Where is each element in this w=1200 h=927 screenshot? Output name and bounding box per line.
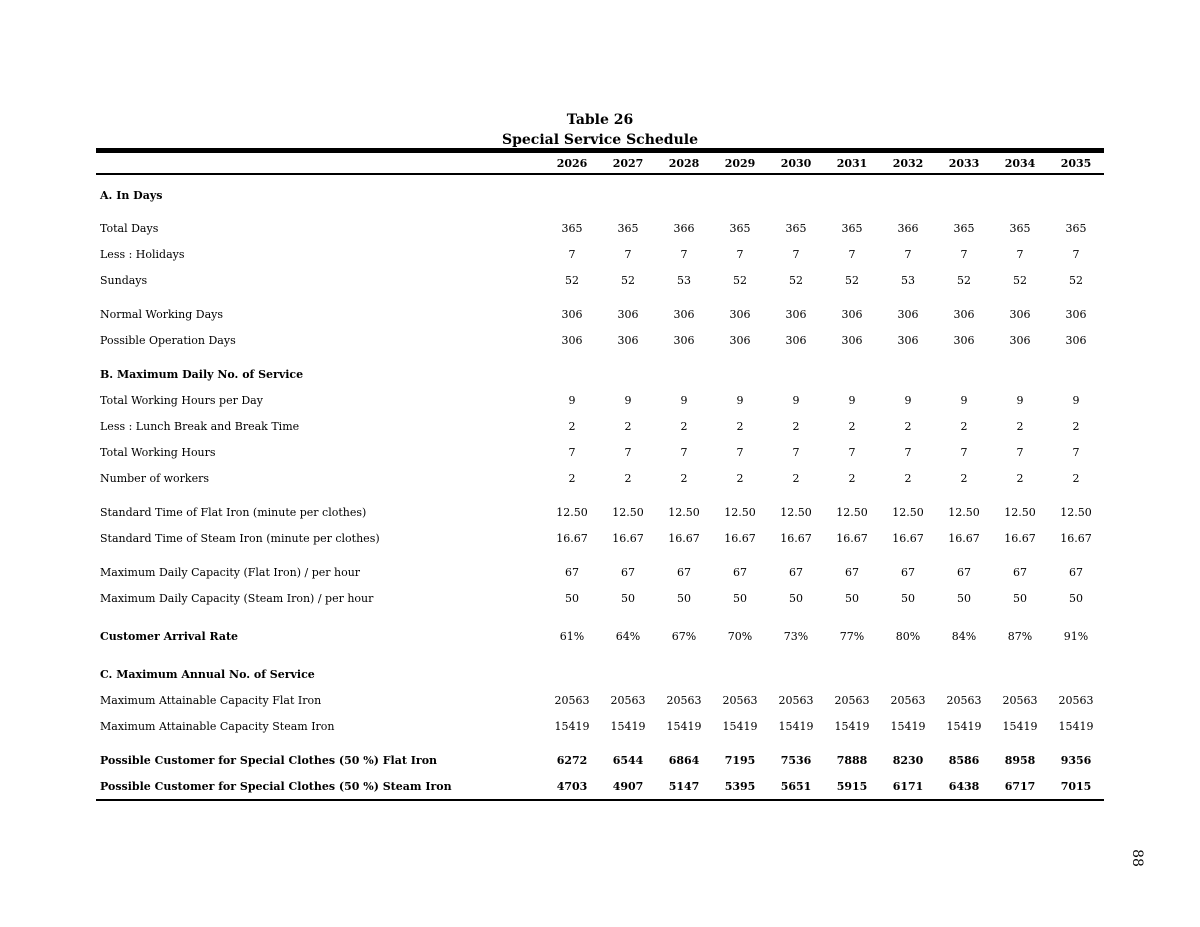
section-c-heading: C. Maximum Annual No. of Service (100, 667, 315, 681)
value-cell: 12.50 (1004, 505, 1036, 519)
value-cell: 50 (677, 591, 691, 605)
row-label: Maximum Attainable Capacity Flat Iron (100, 693, 322, 707)
value-cell: 7 (568, 445, 576, 459)
value-cell: 15419 (778, 719, 814, 733)
spacer-row (96, 739, 1104, 747)
section-heading-row (96, 174, 1104, 215)
value-cell: 50 (621, 591, 635, 605)
value-cell: 306 (785, 333, 807, 347)
value-cell: 16.67 (948, 531, 980, 545)
value-cell: 7 (960, 247, 968, 261)
value-cell: 67 (1069, 565, 1083, 579)
spacer-row (96, 611, 1104, 623)
value-cell: 70% (727, 629, 753, 643)
value-cell: 16.67 (836, 531, 868, 545)
value-cell: 306 (1009, 333, 1031, 347)
row-label: Total Days (100, 221, 159, 235)
table-row-cust-steam (96, 773, 1104, 800)
value-cell: 15419 (1002, 719, 1038, 733)
value-cell: 15419 (946, 719, 982, 733)
value-cell: 52 (789, 273, 803, 287)
row-label: Less : Lunch Break and Break Time (100, 419, 300, 433)
value-cell: 306 (841, 333, 863, 347)
value-cell: 4703 (544, 773, 600, 800)
value-cell: 16.67 (724, 531, 756, 545)
value-cell: 50 (1069, 591, 1083, 605)
value-cell: 365 (953, 221, 975, 235)
value-cell: 306 (729, 333, 751, 347)
value-cell: 306 (1065, 333, 1087, 347)
table-row-cap-steam (96, 585, 1104, 611)
row-label: Sundays (100, 273, 148, 287)
table-row-cust-flat (96, 747, 1104, 773)
year-header: 2031 (824, 151, 880, 175)
row-label: Total Working Hours (100, 445, 216, 459)
value-cell: 73% (783, 629, 809, 643)
value-cell: 2 (904, 419, 912, 433)
value-cell: 16.67 (892, 531, 924, 545)
value-cell: 9 (848, 393, 856, 407)
value-cell: 52 (1013, 273, 1027, 287)
value-cell: 67 (677, 565, 691, 579)
value-cell: 6438 (936, 773, 992, 800)
value-cell: 15419 (722, 719, 758, 733)
value-cell: 7 (680, 445, 688, 459)
value-cell: 67 (901, 565, 915, 579)
value-cell: 12.50 (892, 505, 924, 519)
value-cell: 2 (1072, 419, 1080, 433)
value-cell: 9 (904, 393, 912, 407)
value-cell: 15419 (666, 719, 702, 733)
value-cell: 7 (904, 247, 912, 261)
value-cell: 2 (680, 419, 688, 433)
value-cell: 2 (1016, 471, 1024, 485)
value-cell: 9 (792, 393, 800, 407)
value-cell: 6864 (668, 753, 700, 767)
table-row-attain-flat (96, 687, 1104, 713)
value-cell: 7 (792, 445, 800, 459)
row-label: Possible Operation Days (100, 333, 236, 347)
value-cell: 7 (792, 247, 800, 261)
value-cell: 5915 (824, 773, 880, 800)
section-a-heading: A. In Days (100, 188, 163, 202)
value-cell: 20563 (1002, 693, 1038, 707)
table-row-std-flat (96, 499, 1104, 525)
page-number: 88 (1128, 849, 1145, 867)
value-cell: 9 (568, 393, 576, 407)
value-cell: 67 (621, 565, 635, 579)
value-cell: 2 (904, 471, 912, 485)
year-header: 2026 (544, 151, 600, 175)
value-cell: 20563 (722, 693, 758, 707)
table-title (0, 110, 1200, 150)
value-cell: 53 (901, 273, 915, 287)
value-cell: 84% (951, 629, 977, 643)
value-cell: 12.50 (836, 505, 868, 519)
value-cell: 67 (845, 565, 859, 579)
value-cell: 365 (1009, 221, 1031, 235)
value-cell: 365 (561, 221, 583, 235)
value-cell: 306 (617, 333, 639, 347)
value-cell: 20563 (778, 693, 814, 707)
value-cell: 20563 (610, 693, 646, 707)
year-header: 2029 (712, 151, 768, 175)
value-cell: 16.67 (556, 531, 588, 545)
value-cell: 4907 (600, 773, 656, 800)
value-cell: 365 (785, 221, 807, 235)
year-header: 2030 (768, 151, 824, 175)
value-cell: 64% (615, 629, 641, 643)
value-cell: 2 (736, 471, 744, 485)
value-cell: 20563 (834, 693, 870, 707)
value-cell: 9356 (1060, 753, 1092, 767)
table-row-attain-steam (96, 713, 1104, 739)
value-cell: 50 (565, 591, 579, 605)
value-cell: 20563 (1058, 693, 1094, 707)
spacer-row (96, 551, 1104, 559)
value-cell: 306 (729, 307, 751, 321)
value-cell: 8958 (1004, 753, 1036, 767)
value-cell: 61% (559, 629, 585, 643)
value-cell: 306 (617, 307, 639, 321)
value-cell: 7 (1016, 247, 1024, 261)
value-cell: 12.50 (948, 505, 980, 519)
value-cell: 20563 (946, 693, 982, 707)
value-cell: 2 (624, 471, 632, 485)
value-cell: 2 (1072, 471, 1080, 485)
value-cell: 15419 (834, 719, 870, 733)
value-cell: 7 (568, 247, 576, 261)
value-cell: 16.67 (780, 531, 812, 545)
header-label-cell (96, 151, 544, 175)
value-cell: 52 (1069, 273, 1083, 287)
value-cell: 365 (729, 221, 751, 235)
schedule-table-container (96, 148, 1104, 801)
value-cell: 8230 (892, 753, 924, 767)
table-caption: Special Service Schedule (502, 132, 698, 148)
value-cell: 15419 (1058, 719, 1094, 733)
table-row-working-hours-day (96, 387, 1104, 413)
value-cell: 2 (848, 471, 856, 485)
row-label: Possible Customer for Special Clothes (50 %) Steam Iron (96, 773, 544, 800)
table-row-normal-working (96, 301, 1104, 327)
value-cell: 365 (617, 221, 639, 235)
value-cell: 2 (680, 471, 688, 485)
value-cell: 306 (673, 333, 695, 347)
table-row-workers (96, 465, 1104, 491)
spacer-row (96, 293, 1104, 301)
value-cell: 306 (897, 307, 919, 321)
row-label: Standard Time of Flat Iron (minute per clothes) (100, 505, 367, 519)
value-cell: 52 (621, 273, 635, 287)
value-cell: 7015 (1048, 773, 1104, 800)
value-cell: 7 (960, 445, 968, 459)
value-cell: 20563 (554, 693, 590, 707)
year-header: 2033 (936, 151, 992, 175)
value-cell: 306 (561, 333, 583, 347)
value-cell: 67 (565, 565, 579, 579)
value-cell: 2 (624, 419, 632, 433)
value-cell: 12.50 (1060, 505, 1092, 519)
special-service-schedule-table (96, 148, 1104, 801)
value-cell: 16.67 (1060, 531, 1092, 545)
value-cell: 366 (673, 221, 695, 235)
value-cell: 15419 (610, 719, 646, 733)
table-row-lunch-break (96, 413, 1104, 439)
value-cell: 9 (680, 393, 688, 407)
value-cell: 306 (953, 307, 975, 321)
value-cell: 12.50 (668, 505, 700, 519)
value-cell: 2 (960, 419, 968, 433)
value-cell: 67 (789, 565, 803, 579)
value-cell: 306 (785, 307, 807, 321)
row-label: Normal Working Days (100, 307, 223, 321)
row-label: Standard Time of Steam Iron (minute per clothes) (100, 531, 380, 545)
value-cell: 306 (561, 307, 583, 321)
table-row-sundays (96, 267, 1104, 293)
table-row-arrival-rate (96, 623, 1104, 649)
value-cell: 67 (733, 565, 747, 579)
value-cell: 87% (1007, 629, 1033, 643)
value-cell: 16.67 (668, 531, 700, 545)
value-cell: 6717 (992, 773, 1048, 800)
value-cell: 7 (624, 247, 632, 261)
value-cell: 52 (957, 273, 971, 287)
value-cell: 12.50 (612, 505, 644, 519)
value-cell: 5651 (768, 773, 824, 800)
value-cell: 50 (901, 591, 915, 605)
value-cell: 52 (733, 273, 747, 287)
value-cell: 12.50 (556, 505, 588, 519)
value-cell: 15419 (554, 719, 590, 733)
value-cell: 7888 (836, 753, 868, 767)
value-cell: 67 (957, 565, 971, 579)
value-cell: 8586 (948, 753, 980, 767)
value-cell: 2 (736, 419, 744, 433)
row-label: Customer Arrival Rate (100, 629, 239, 643)
value-cell: 50 (789, 591, 803, 605)
value-cell: 7 (848, 445, 856, 459)
value-cell: 2 (960, 471, 968, 485)
value-cell: 50 (957, 591, 971, 605)
year-header: 2034 (992, 151, 1048, 175)
value-cell: 16.67 (612, 531, 644, 545)
year-header-row (96, 151, 1104, 175)
value-cell: 53 (677, 273, 691, 287)
value-cell: 2 (568, 419, 576, 433)
value-cell: 52 (845, 273, 859, 287)
value-cell: 306 (673, 307, 695, 321)
value-cell: 306 (1009, 307, 1031, 321)
value-cell: 306 (953, 333, 975, 347)
value-cell: 5147 (656, 773, 712, 800)
value-cell: 2 (792, 419, 800, 433)
value-cell: 9 (1072, 393, 1080, 407)
spacer-row (96, 649, 1104, 661)
value-cell: 306 (1065, 307, 1087, 321)
value-cell: 7 (1072, 445, 1080, 459)
value-cell: 9 (960, 393, 968, 407)
value-cell: 52 (565, 273, 579, 287)
value-cell: 50 (733, 591, 747, 605)
table-row-total-days (96, 215, 1104, 241)
year-header: 2035 (1048, 151, 1104, 175)
value-cell: 7 (904, 445, 912, 459)
value-cell: 6272 (556, 753, 588, 767)
value-cell: 67% (671, 629, 697, 643)
value-cell: 6544 (612, 753, 644, 767)
value-cell: 7 (736, 247, 744, 261)
section-heading-row (96, 661, 1104, 687)
row-label: Maximum Daily Capacity (Flat Iron) / per hour (100, 565, 361, 579)
value-cell: 50 (1013, 591, 1027, 605)
value-cell: 50 (845, 591, 859, 605)
value-cell: 7 (680, 247, 688, 261)
value-cell: 7 (736, 445, 744, 459)
section-heading-row (96, 361, 1104, 387)
value-cell: 365 (1065, 221, 1087, 235)
value-cell: 9 (1016, 393, 1024, 407)
spacer-row (96, 353, 1104, 361)
table-number: Table 26 (566, 112, 634, 128)
year-header: 2027 (600, 151, 656, 175)
spacer-row (96, 491, 1104, 499)
value-cell: 7 (1016, 445, 1024, 459)
value-cell: 91% (1063, 629, 1089, 643)
row-label: Possible Customer for Special Clothes (50 %) Flat Iron (100, 753, 438, 767)
value-cell: 366 (897, 221, 919, 235)
value-cell: 20563 (666, 693, 702, 707)
row-label: Less : Holidays (100, 247, 185, 261)
value-cell: 2 (568, 471, 576, 485)
row-label: Maximum Attainable Capacity Steam Iron (100, 719, 335, 733)
value-cell: 15419 (890, 719, 926, 733)
value-cell: 9 (736, 393, 744, 407)
value-cell: 12.50 (724, 505, 756, 519)
value-cell: 6171 (880, 773, 936, 800)
value-cell: 7 (1072, 247, 1080, 261)
value-cell: 80% (895, 629, 921, 643)
value-cell: 7 (624, 445, 632, 459)
value-cell: 67 (1013, 565, 1027, 579)
table-row-cap-flat (96, 559, 1104, 585)
value-cell: 2 (792, 471, 800, 485)
value-cell: 365 (841, 221, 863, 235)
row-label: Total Working Hours per Day (100, 393, 263, 407)
value-cell: 7536 (780, 753, 812, 767)
row-label: Maximum Daily Capacity (Steam Iron) / per hour (100, 591, 374, 605)
value-cell: 2 (848, 419, 856, 433)
value-cell: 7195 (724, 753, 756, 767)
value-cell: 12.50 (780, 505, 812, 519)
value-cell: 306 (841, 307, 863, 321)
value-cell: 7 (848, 247, 856, 261)
value-cell: 2 (1016, 419, 1024, 433)
section-b-heading: B. Maximum Daily No. of Service (100, 367, 304, 381)
table-row-holidays (96, 241, 1104, 267)
value-cell: 20563 (890, 693, 926, 707)
value-cell: 5395 (712, 773, 768, 800)
value-cell: 77% (839, 629, 865, 643)
year-header: 2032 (880, 151, 936, 175)
table-row-total-working-hours (96, 439, 1104, 465)
table-row-std-steam (96, 525, 1104, 551)
row-label: Number of workers (100, 471, 210, 485)
value-cell: 16.67 (1004, 531, 1036, 545)
value-cell: 9 (624, 393, 632, 407)
value-cell: 306 (897, 333, 919, 347)
year-header: 2028 (656, 151, 712, 175)
table-row-possible-operation (96, 327, 1104, 353)
